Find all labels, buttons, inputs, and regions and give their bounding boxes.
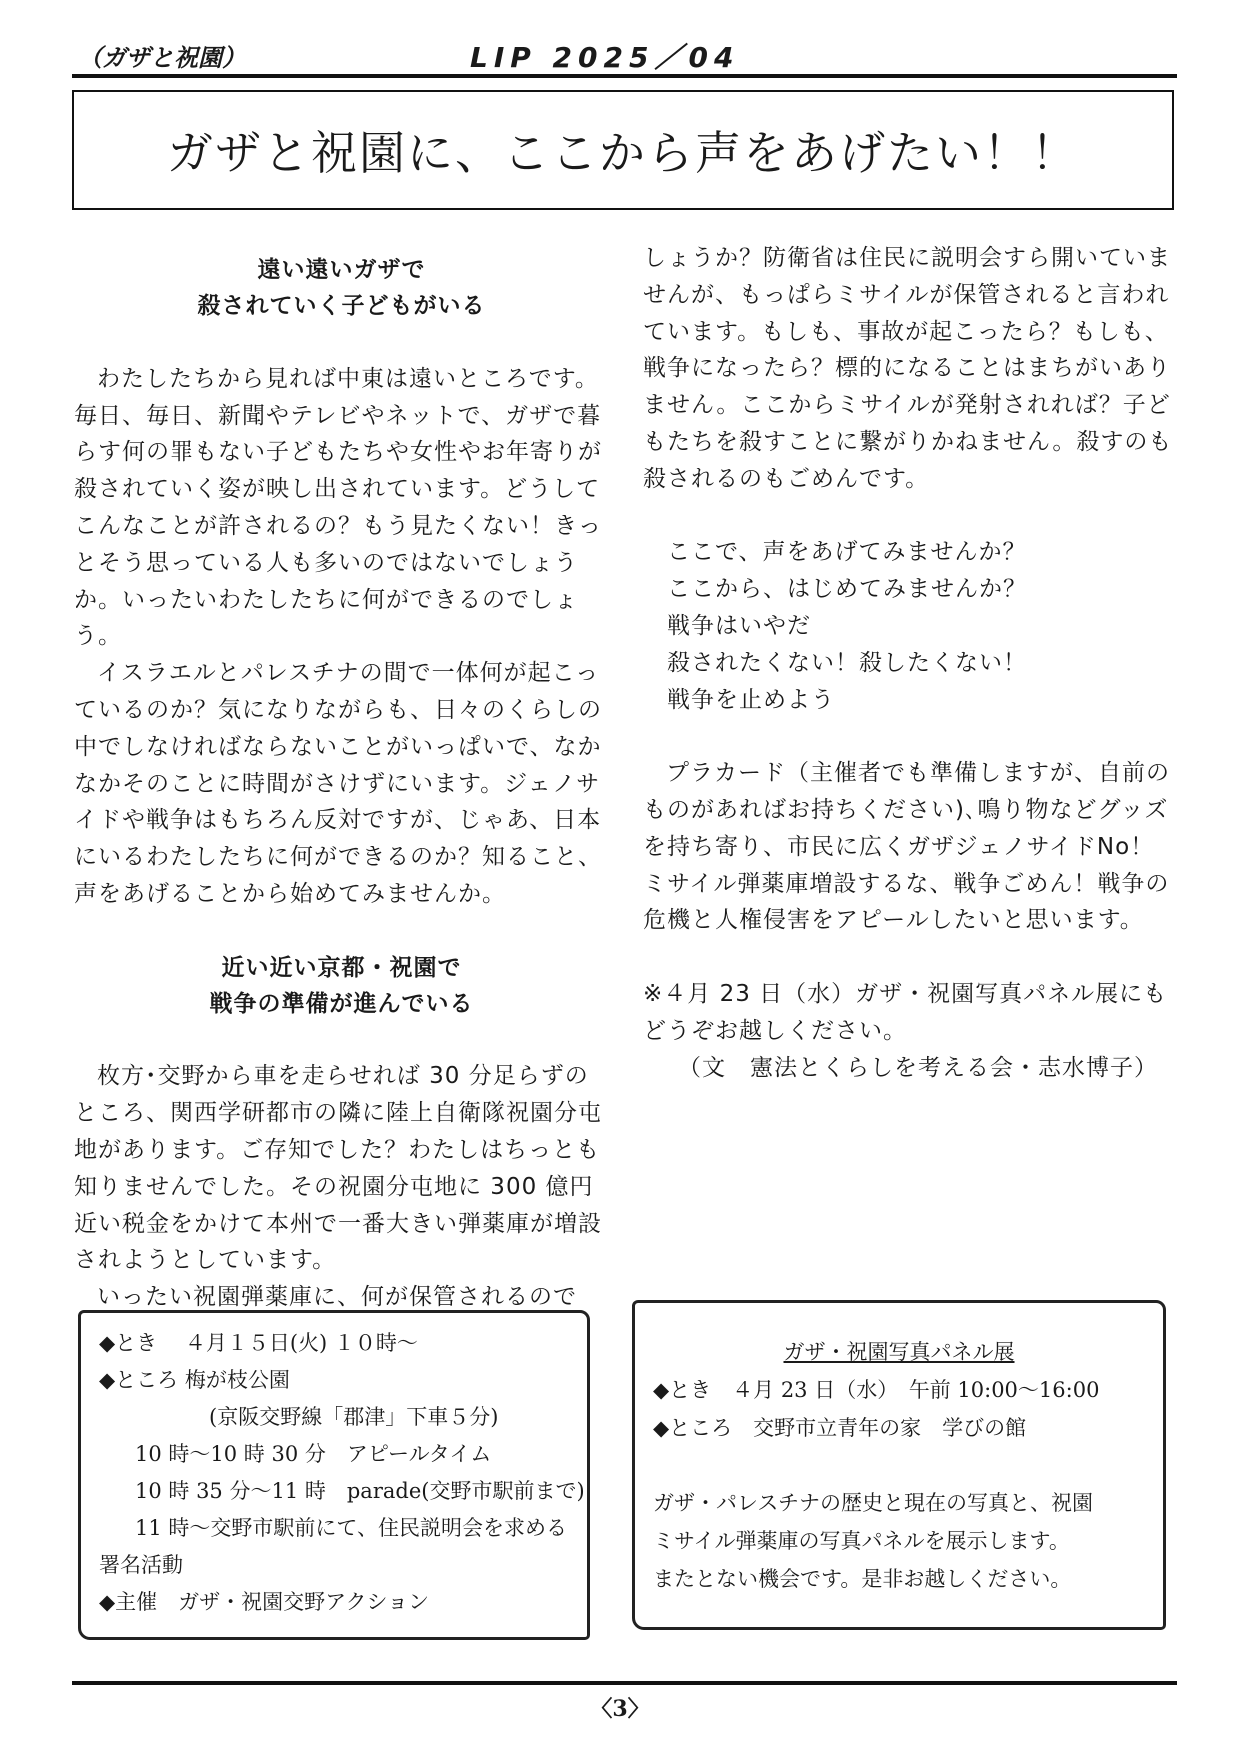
slogan: 殺されたくない！殺したくない！	[667, 649, 1027, 676]
event-access: (京阪交野線「郡津」下車５分)	[209, 1405, 499, 1429]
event-where: ◆ところ 梅が枝公園	[99, 1368, 290, 1392]
slogan: ここで、声をあげてみませんか？	[667, 539, 1027, 566]
heading-hosono-line2: 戦争の準備が進んでいる	[209, 989, 474, 1017]
slogan: 戦争を止めよう	[667, 686, 835, 713]
event-schedule-item: 署名活動	[99, 1553, 183, 1577]
paragraph: わたしたちから見れば中東は遠いところです。毎日、毎日、新聞やテレビやネットで、ガザで暮らす何の罪もない子どもたちや女性やお年寄りが殺されていく姿が映し出されています。どうしてこんなことが許されるの？もう見たくない！きっとそう思っている人も多いのではないでしょうか。いったいわたしたちに何ができるのでしょう。	[74, 365, 602, 650]
header-rule	[72, 74, 1177, 78]
paragraph: プラカード（主催者でも準備しますが、自前のものがあればお持ちください)､鳴り物などグッズを持ち寄り、市民に広くガザジェノサイドNo！ミサイル弾薬庫増設するな、戦争ごめん！戦争の危機と人権侵害をアピールしたいと思います。	[643, 760, 1170, 934]
event-when: ◆とき ４月１５日(火) １０時～	[99, 1331, 418, 1355]
panel-exhibit-when: ◆とき ４月 23 日（水） 午前 10:00～16:00	[653, 1378, 1100, 1402]
page-title: ガザと祝園に、ここから声をあげたい！！	[167, 126, 1079, 180]
paragraph: イスラエルとパレスチナの間で一体何が起こっているのか？気になりながらも、日々のくらしの中でしなければならないことがいっぱいで、なかなかそのことに時間がさけずにいます。ジェノサイドや戦争はもちろん反対ですが、じゃあ、日本にいるわたしたちに何ができるのか？知ること、声をあげることから始めてみませんか。	[74, 660, 602, 907]
event-schedule-item: 10 時～10 時 30 分 アピールタイム	[135, 1442, 492, 1466]
event-info-box	[78, 1310, 590, 1640]
slogans	[643, 534, 1178, 718]
heading-hosono-line1: 近い近い京都・祝園で	[221, 953, 462, 981]
panel-exhibit-desc: またとない機会です。是非お越しください。	[653, 1566, 1072, 1591]
panel-exhibit-desc: ミサイル弾薬庫の写真パネルを展示します。	[653, 1528, 1070, 1553]
note: ※４月 23 日（水）ガザ・祝園写真パネル展にもどうぞお越しください。	[643, 980, 1168, 1044]
page-number: 〈3〉	[590, 1696, 650, 1722]
event-organizer: ◆主催 ガザ・祝園交野アクション	[99, 1590, 430, 1614]
heading-gaza-line2: 殺されていく子どもがいる	[197, 292, 486, 319]
slogan: 戦争はいやだ	[667, 612, 811, 639]
heading-hosono	[74, 950, 609, 1022]
section-label: （ガザと祝園）	[78, 44, 246, 72]
issue-label: LIP 2025／04	[470, 41, 740, 74]
left-column	[74, 252, 609, 1316]
panel-exhibit-box	[632, 1300, 1166, 1630]
heading-gaza	[74, 252, 609, 324]
paragraph: いったい祝園弾薬庫に、何が保管されるので	[97, 1284, 577, 1311]
paragraph: 枚方･交野から車を走らせれば 30 分足らずのところ、関西学研都市の隣に陸上自衛隊祝園分屯地があります。ご存知でした？わたしはちっとも知りませんでした。その祝園分屯地に 300 億円近い税金をかけて本州で一番大きい弾薬庫が増設されようとしています。	[74, 1063, 602, 1274]
footer-rule	[72, 1681, 1177, 1685]
event-schedule-item: 11 時～交野市駅前にて、住民説明会を求める	[135, 1516, 567, 1540]
panel-exhibit-desc: ガザ・パレスチナの歴史と現在の写真と、祝園	[653, 1490, 1093, 1515]
right-column	[643, 240, 1178, 1086]
paragraph: しょうか？防衛省は住民に説明会すら開いていませんが、もっぱらミサイルが保管されると言われています。もしも、事故が起こったら？もしも、戦争になったら？標的になることはまちがいありません。ここからミサイルが発射されれば？子どもたちを殺すことに繋がりかねません。殺すのも殺されるのもごめんです。	[643, 245, 1173, 492]
event-schedule-item: 10 時 35 分～11 時 parade(交野市駅前まで)	[135, 1479, 585, 1503]
panel-exhibit-title: ガザ・祝園写真パネル展	[783, 1340, 1015, 1364]
panel-exhibit-where: ◆ところ 交野市立青年の家 学びの館	[653, 1416, 1027, 1440]
title-box	[72, 90, 1174, 210]
heading-gaza-line1: 遠い遠いガザで	[257, 256, 426, 283]
slogan: ここから、はじめてみませんか？	[667, 576, 1027, 603]
author-credit: （文 憲法とくらしを考える会・志水博子）	[678, 1054, 1158, 1081]
